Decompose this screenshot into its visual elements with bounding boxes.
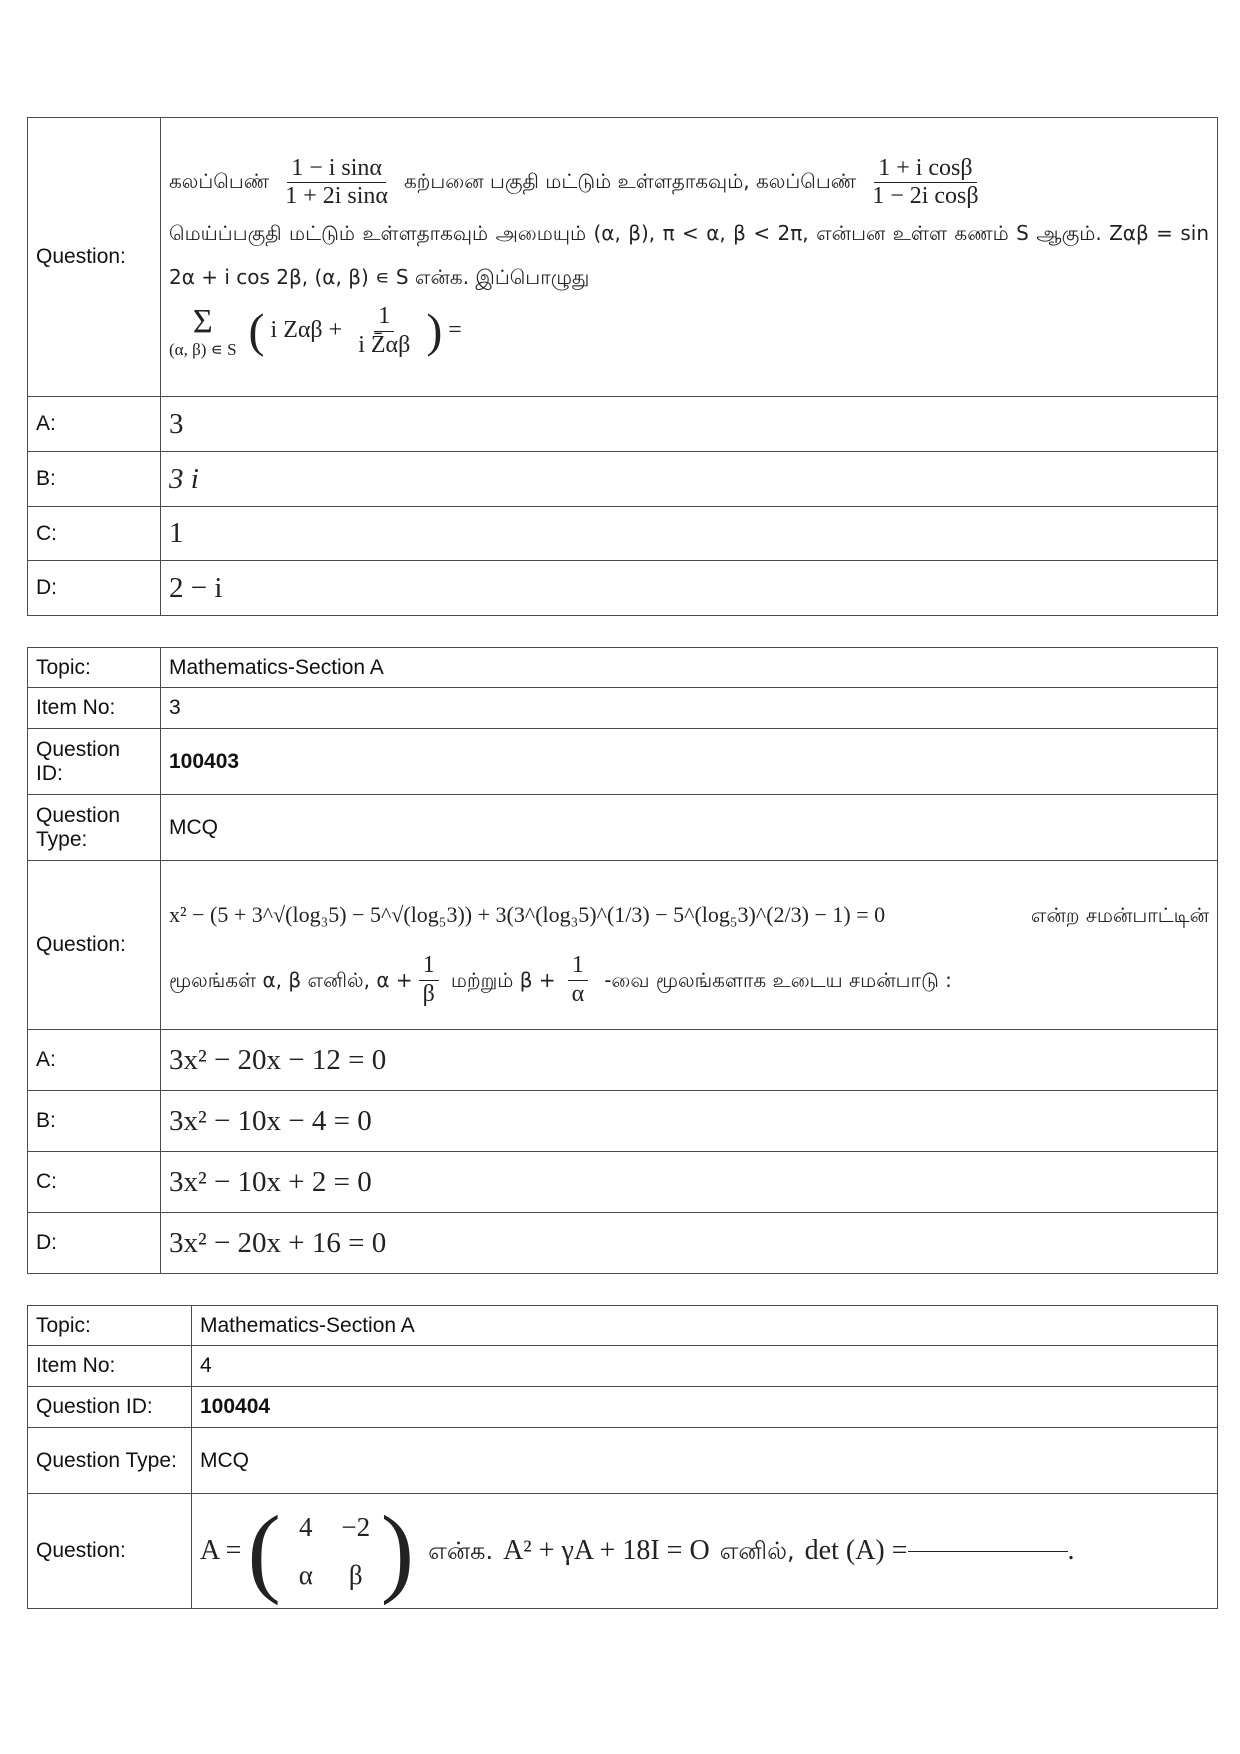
meta-row [28, 1346, 1218, 1387]
topic-label: Topic: [28, 648, 161, 688]
option-value: 3x² − 10x − 4 = 0 [161, 1091, 1218, 1152]
option-label: C: [28, 1152, 161, 1213]
question-text-part: i Zαβ + [270, 317, 343, 343]
question-text: கலப்பெண் $\frac{\text{1 − i sinα}}{\text{1 + 2i sinα}}$ கற்பனை பகுதி மட்டும் உள்ளதாகவும், கலப்பெண் $\frac{\text{1 + i cosβ}}{\text{1 − 2i cosβ}}$ மெய்ப்பகுதி மட்டும் உள்ளதாகவும் அமையும் (α, β), π < α, β < 2π, என்பன உள்ள கணம் S ஆகும். Zαβ = sin 2α + i cos 2β, (α, β) ∊ S என்க. இப்பொழுது Σ (α, β) ∊ S ( i Zαβ + $\frac{1}{\text{i Z̄αβ}}$ ) = [161, 118, 1218, 397]
matrix-cell: α [298, 1560, 313, 1590]
option-label: C: [28, 507, 161, 561]
topic-label: Topic: [28, 1306, 192, 1346]
fraction: $\frac{1}{\beta}$ [419, 952, 439, 1008]
question-label: Question: [28, 1494, 192, 1609]
option-label: B: [28, 1091, 161, 1152]
item-no-value: 3 [161, 688, 1218, 729]
question-type-value: MCQ [161, 795, 1218, 861]
question-text-part: மூலங்கள் α, β எனில், α + [169, 968, 413, 992]
question-text-part: எனில், [719, 1537, 795, 1565]
question-id-value: 100404 [192, 1387, 1218, 1428]
fraction: $\frac{1}{\text{i Z̄αβ}}$ [358, 303, 411, 358]
question-label: Question: [28, 861, 161, 1030]
question-row [28, 1494, 1218, 1609]
meta-row [28, 1387, 1218, 1428]
answer-blank [908, 1551, 1068, 1552]
matrix-cell: β [348, 1560, 363, 1590]
item-no-value: 4 [192, 1346, 1218, 1387]
option-row [28, 452, 1218, 507]
matrix-cell: −2 [341, 1512, 371, 1542]
question-id-value: 100403 [161, 729, 1218, 795]
option-row [28, 561, 1218, 616]
question-text-part: மற்றும் β + [450, 968, 556, 992]
fraction: $\frac{1}{\alpha}$ [568, 952, 589, 1008]
meta-row [28, 688, 1218, 729]
option-value: 1 [161, 507, 1218, 561]
option-value: 3x² − 20x − 12 = 0 [161, 1030, 1218, 1091]
meta-row [28, 648, 1218, 688]
question-label: Question: [28, 118, 161, 397]
meta-row [28, 1306, 1218, 1346]
question-row [28, 861, 1218, 1030]
summation: Σ (α, β) ∊ S [169, 303, 237, 359]
topic-value: Mathematics-Section A [161, 648, 1218, 688]
question-text-part: மெய்ப்பகுதி மட்டும் உள்ளதாகவும் அமையும் (α, β), π < α, β < 2π, என்பன உள்ள கணம் S ஆகும். Zαβ = sin 2α + i cos 2β, (α, β) ∊ S என்க. இப்பொழுது [169, 221, 1209, 289]
option-row [28, 1030, 1218, 1091]
meta-row [28, 795, 1218, 861]
question-block-3 [27, 647, 1218, 1274]
question-id-label: Question ID: [28, 1387, 192, 1428]
topic-value: Mathematics-Section A [192, 1306, 1218, 1346]
question-text-part: கலப்பெண் [169, 169, 270, 194]
question-text-part: -வை மூலங்களாக உடைய சமன்பாடு : [604, 968, 952, 992]
equation: A² + γA + 18I = O [503, 1535, 710, 1566]
question-text-part: det (A) = [804, 1535, 908, 1566]
question-text-part: என்க. [428, 1537, 494, 1565]
question-text: A = ( 4 −2 α β ) என்க. A² + γA + 18I = O எனில், det (A) = . [192, 1494, 1218, 1609]
fraction: $\frac{\text{1 + i cosβ}}{\text{1 − 2i cosβ}}$ [872, 154, 979, 210]
option-label: B: [28, 452, 161, 507]
option-label: D: [28, 561, 161, 616]
item-no-label: Item No: [28, 688, 161, 729]
question-block-4 [27, 1305, 1218, 1609]
question-block-2 [27, 117, 1218, 616]
question-id-label: Question ID: [28, 729, 161, 795]
option-row [28, 507, 1218, 561]
meta-row [28, 1428, 1218, 1494]
question-text-part: = [448, 317, 462, 343]
option-row [28, 1091, 1218, 1152]
option-row [28, 1213, 1218, 1274]
fraction: $\frac{\text{1 − i sinα}}{\text{1 + 2i sinα}}$ [285, 154, 388, 210]
question-text-part: என்ற சமன்பாட்டின் [1030, 903, 1209, 927]
question-row [28, 118, 1218, 397]
question-type-value: MCQ [192, 1428, 1218, 1494]
matrix [281, 1503, 381, 1599]
option-value: 3x² − 20x + 16 = 0 [161, 1213, 1218, 1274]
question-text-part: கற்பனை பகுதி மட்டும் உள்ளதாகவும், கலப்பெண் [403, 169, 857, 194]
item-no-label: Item No: [28, 1346, 192, 1387]
option-value: 2 − i [161, 561, 1218, 616]
question-type-label: Question Type: [28, 1428, 192, 1494]
option-value: 3x² − 10x + 2 = 0 [161, 1152, 1218, 1213]
option-label: A: [28, 1030, 161, 1091]
matrix-cell: 4 [299, 1512, 313, 1542]
equation: x² − (5 + 3^√(log₃5) − 5^√(log₅3)) + 3(3^(log₃5)^(1/3) − 5^(log₅3)^(2/3) − 1) = 0 [169, 902, 886, 927]
question-type-label: Question Type: [28, 795, 161, 861]
option-value: 3 [161, 397, 1218, 452]
question-text [161, 861, 1218, 1030]
option-row [28, 397, 1218, 452]
option-label: D: [28, 1213, 161, 1274]
option-value: 3 i [161, 452, 1218, 507]
matrix-lhs: A = [200, 1535, 242, 1566]
option-row [28, 1152, 1218, 1213]
meta-row [28, 729, 1218, 795]
option-label: A: [28, 397, 161, 452]
